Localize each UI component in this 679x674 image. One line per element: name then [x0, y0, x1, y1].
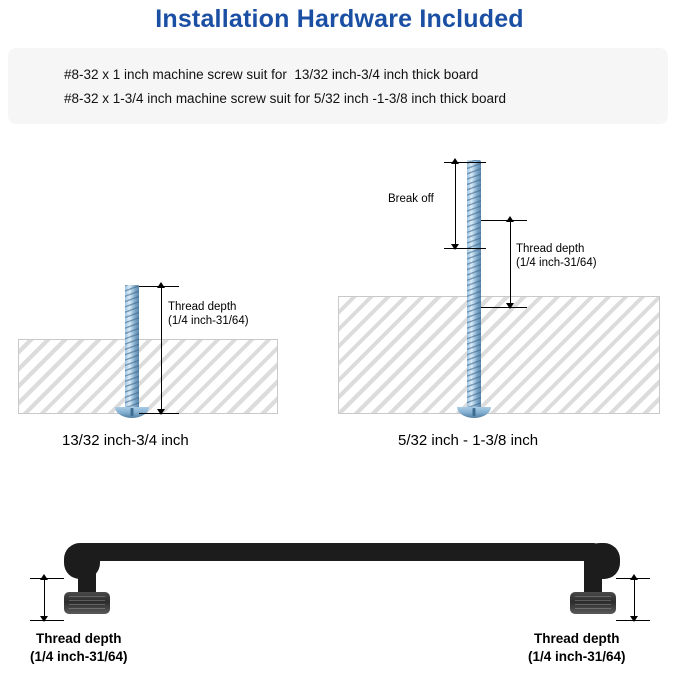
handle-left-dimension-line	[44, 578, 45, 620]
right-dimension-tick-bottom	[481, 307, 527, 308]
spec-line-2: #8-32 x 1-3/4 inch machine screw suit for 5/32 inch -1-3/8 inch thick board	[64, 91, 506, 106]
handle-diagram	[0, 470, 679, 674]
handle-right-tick-bottom	[616, 620, 650, 621]
left-dimension-tick-top	[139, 286, 179, 287]
right-dimension-arrow-bottom	[506, 303, 514, 309]
handle-left-label-line2: (1/4 inch-31/64)	[30, 649, 128, 664]
break-off-dimension-line	[455, 162, 456, 248]
handle-left-tick-top	[30, 578, 64, 579]
right-thread-depth-dimension-line	[510, 220, 511, 307]
handle-left-arrow-bottom	[40, 616, 48, 622]
page-title: Installation Hardware Included	[155, 5, 524, 33]
screw-long	[467, 160, 481, 413]
handle-base-right	[570, 592, 616, 614]
right-thread-depth-label	[516, 242, 597, 270]
handle-base-left	[64, 592, 110, 614]
right-thread-depth-label-line2: (1/4 inch-31/64)	[516, 257, 597, 269]
break-off-tick-bottom	[444, 248, 486, 249]
screw-diagrams	[0, 130, 679, 470]
handle-right-label	[528, 630, 626, 666]
break-off-tick-top	[444, 162, 486, 163]
left-caption: 13/32 inch-3/4 inch	[62, 432, 189, 449]
left-thread-depth-label	[168, 300, 249, 328]
left-dimension-arrow-top	[157, 282, 165, 288]
right-dimension-arrow-top	[506, 216, 514, 222]
handle-right-dimension-line	[634, 578, 635, 620]
handle-right-tick-top	[616, 578, 650, 579]
handle-left-arrow-top	[40, 574, 48, 580]
handle-right-label-line2: (1/4 inch-31/64)	[528, 649, 626, 664]
spec-panel	[8, 48, 668, 124]
break-off-label: Break off	[388, 193, 434, 205]
board-hatch	[18, 339, 278, 414]
handle-left-tick-bottom	[30, 620, 64, 621]
board-thin	[18, 339, 278, 414]
handle-right-arrow-bottom	[630, 616, 638, 622]
screw-short	[125, 285, 139, 413]
board-hatch-2	[338, 296, 660, 414]
left-dimension-tick-bottom	[139, 413, 179, 414]
handle-left-label	[30, 630, 128, 666]
left-dimension-arrow-bottom	[157, 409, 165, 415]
left-thread-depth-dimension-line	[161, 286, 162, 413]
right-dimension-tick-top	[481, 220, 527, 221]
handle-right-arrow-top	[630, 574, 638, 580]
left-thread-depth-label-line2: (1/4 inch-31/64)	[168, 315, 249, 327]
break-off-arrow-bottom	[451, 244, 459, 250]
break-off-arrow-top	[451, 158, 459, 164]
right-caption: 5/32 inch - 1-3/8 inch	[398, 432, 539, 449]
handle-bar	[78, 543, 602, 561]
handle-right-label-line1: Thread depth	[534, 631, 620, 646]
board-thick	[338, 296, 660, 414]
left-thread-depth-label-line1: Thread depth	[168, 301, 237, 313]
handle-left-label-line1: Thread depth	[36, 631, 122, 646]
spec-line-1: #8-32 x 1 inch machine screw suit for 13/32 inch-3/4 inch thick board	[64, 67, 479, 82]
right-thread-depth-label-line1: Thread depth	[516, 243, 585, 255]
